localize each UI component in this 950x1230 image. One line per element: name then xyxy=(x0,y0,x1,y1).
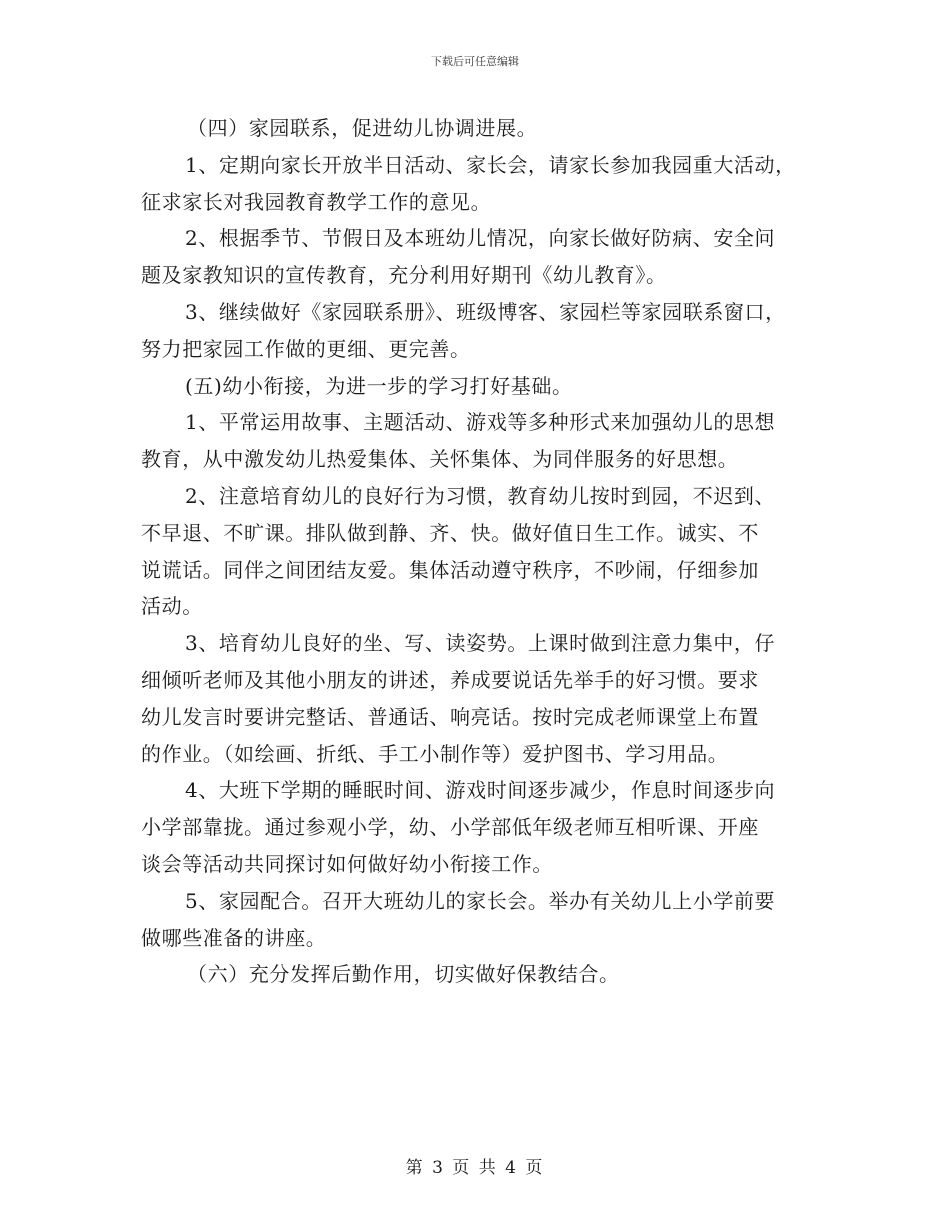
paragraph-line: 谈会等活动共同探讨如何做好幼小衔接工作。 xyxy=(141,851,553,876)
paragraph-line: 2、根据季节、节假日及本班幼儿情况，向家长做好防病、安全问 xyxy=(185,226,776,251)
paragraph-line: 说谎话。同伴之间团结友爱。集体活动遵守秩序，不吵闹，仔细参加 xyxy=(141,557,759,582)
page-header-note: 下载后可任意编辑 xyxy=(431,55,519,68)
paragraph-line: 1、定期向家长开放半日活动、家长会，请家长参加我园重大活动， xyxy=(185,152,796,177)
paragraph-line: 不早退、不旷课。排队做到静、齐、快。做好值日生工作。诚实、不 xyxy=(141,520,759,545)
section-heading-5: (五)幼小衔接，为进一步的学习打好基础。 xyxy=(185,373,573,398)
paragraph-line: 4、大班下学期的睡眠时间、游戏时间逐步减少，作息时间逐步向 xyxy=(185,778,776,803)
paragraph-line: 3、继续做好《家园联系册》、班级博客、家园栏等家园联系窗口， xyxy=(185,299,786,324)
paragraph-line: 题及家教知识的宣传教育，充分利用好期刊《幼儿教育》。 xyxy=(141,263,667,288)
paragraph-line: 3、培育幼儿良好的坐、写、读姿势。上课时做到注意力集中，仔 xyxy=(185,631,776,656)
paragraph-line: 1、平常运用故事、主题活动、游戏等多种形式来加强幼儿的思想 xyxy=(185,410,776,435)
paragraph-line: 做哪些准备的讲座。 xyxy=(141,925,327,950)
document-body xyxy=(141,110,821,993)
paragraph-line: 的作业。（如绘画、折纸、手工小制作等）爱护图书、学习用品。 xyxy=(141,741,729,766)
paragraph-line: 小学部靠拢。通过参观小学，幼、小学部低年级老师互相听课、开座 xyxy=(141,815,759,840)
paragraph-line: 努力把家园工作做的更细、更完善。 xyxy=(141,336,471,361)
section-heading-6: （六）充分发挥后勤作用，切实做好保教结合。 xyxy=(187,962,620,987)
paragraph-line: 征求家长对我园教育教学工作的意见。 xyxy=(141,189,492,214)
paragraph-line: 5、家园配合。召开大班幼儿的家长会。举办有关幼儿上小学前要 xyxy=(185,888,776,913)
page-number-footer: 第 3 页 共 4 页 xyxy=(405,1158,545,1178)
paragraph-line: 活动。 xyxy=(141,594,203,619)
paragraph-line: 细倾听老师及其他小朋友的讲述，养成要说话先举手的好习惯。要求 xyxy=(141,667,759,692)
paragraph-line: 教育，从中激发幼儿热爱集体、关怀集体、为同伴服务的好思想。 xyxy=(141,447,739,472)
paragraph-line: 2、注意培育幼儿的良好行为习惯，教育幼儿按时到园，不迟到、 xyxy=(185,483,776,508)
section-heading-4: （四）家园联系，促进幼儿协调进展。 xyxy=(187,116,538,140)
paragraph-line: 幼儿发言时要讲完整话、普通话、响亮话。按时完成老师课堂上布置 xyxy=(141,704,759,729)
